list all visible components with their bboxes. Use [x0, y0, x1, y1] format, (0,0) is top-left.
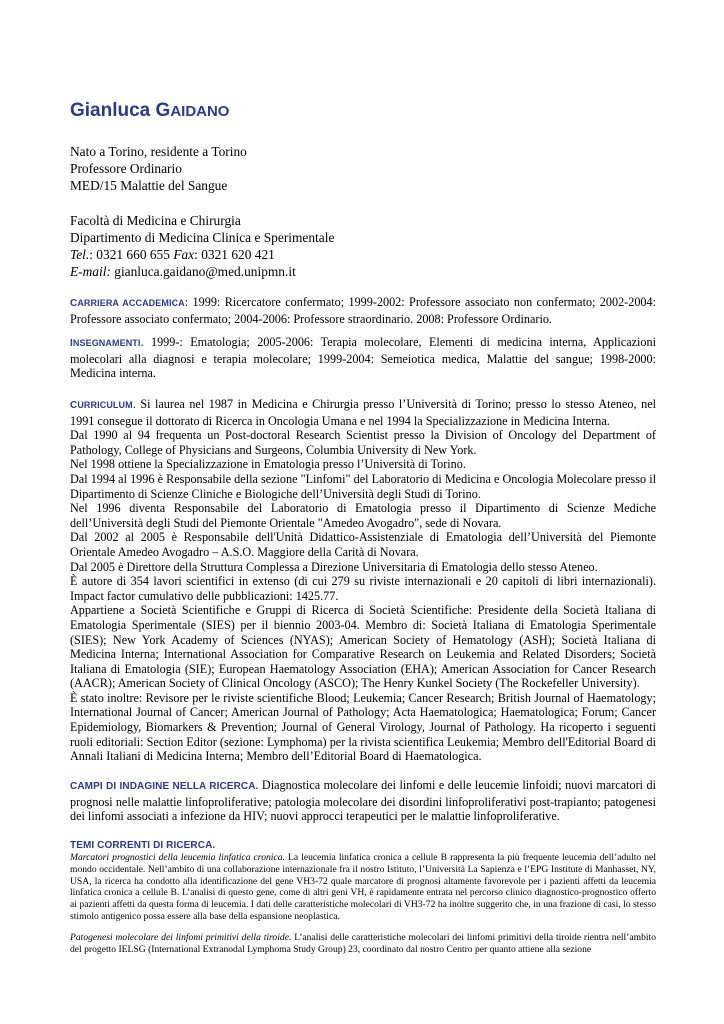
last-name-rest: AIDANO	[170, 103, 230, 120]
curriculum-paragraph: È stato inoltre: Revisore per le riviste scientifiche Blood; Leukemia; Cancer Research; British Journal of Haematology; International Journal of Cancer; American Journal of Pathology; Acta Haematologica; Haematologica; Forum; Cancer Epidemiology, Biomarkers & Prevention; Journal of General Virology, Journal of Pathology. Ha ricoperto i seguenti ruoli editoriali: Section Editor (sezione: Lymphoma) per la rivista scientifica Leukemia; Membro dell'Editorial Board di Annali Italiani di Medicina Interna; Membro dell’Editorial Board di Haematologica.	[70, 690, 656, 764]
curriculum-paragraph: Dal 2005 è Direttore della Struttura Complessa a Direzione Universitaria di Ematologia dello stesso Ateneo.	[70, 559, 598, 574]
department-line: Dipartimento di Medicina Clinica e Sperimentale	[70, 230, 335, 245]
personal-info	[70, 143, 656, 194]
position-line: Professore Ordinario	[70, 161, 182, 176]
curriculum-paragraph: Dal 2002 al 2005 è Responsabile dell'Unità Didattico-Assistenziale di Ematologia dell’Università del Piemonte Orientale Amedeo Avogadro – A.S.O. Maggiore della Carità di Novara.	[70, 530, 656, 559]
temi-heading-block	[70, 835, 656, 853]
temi-item	[70, 932, 656, 956]
curriculum-section	[70, 397, 656, 764]
temi-item	[70, 852, 656, 923]
email-label: E-mail:	[70, 264, 111, 279]
fax-label: Fax	[173, 247, 195, 262]
first-name: Gianluca	[70, 100, 156, 121]
tel-label: Tel.	[70, 247, 90, 262]
insegnamenti-section	[70, 335, 656, 381]
campi-heading: CAMPI DI INDAGINE NELLA RICERCA.	[70, 781, 259, 792]
campi-section	[70, 778, 656, 824]
tel-value: : 0321 660 655	[89, 247, 174, 262]
temi-section	[70, 852, 656, 966]
curriculum-paragraph: Dal 1990 al 94 frequenta un Post-doctoral Research Scientist presso la Division of Oncology del Department of Pathology, College of Physicians and Surgeons, Columbia University di New York.	[70, 428, 656, 457]
campi-text: Diagnostica molecolare dei linfomi e delle leucemie linfoidi; nuovi marcatori di prognosi nelle malattie linfoproliferative; patologia molecolare dei disordini linfoproliferativi post-trapianto; patogenesi dei linfomi associati a infezione da HIV; nuovi approcci terapeutici per le malattie linfoproliferative.	[70, 778, 656, 824]
curriculum-heading: CURRICULUM	[70, 400, 133, 411]
curriculum-paragraph: Nel 1996 diventa Responsabile del Laboratorio di Ematologia presso il Dipartimento di Scienze Mediche dell’Università degli Studi del Piemonte Orientale "Amedeo Avogadro", sede di Novara.	[70, 501, 656, 530]
curriculum-paragraph: Dal 1994 al 1996 è Responsabile della sezione "Linfomi" del Laboratorio di Medicina e Oncologia Molecolare presso il Dipartimento di Scienze Cliniche e Biologiche dell’Università degli Studi di Torino.	[70, 471, 656, 501]
temi-item-title: Patogenesi molecolare dei linfomi primitivi della tiroide.	[70, 932, 292, 944]
curriculum-paragraph: CURRICULUM. Si laurea nel 1987 in Medicina e Chirurgia presso l’Università di Torino; presso lo stesso Ateneo, nel 1991 consegue il dottorato di Ricerca in Oncologia Umana e nel 1994 la Specializzazione in Medicina Interna.	[70, 397, 656, 428]
phone-line	[70, 246, 656, 263]
author-name	[70, 100, 229, 122]
carriera-text: : 1999: Ricercatore confermato; 1999-2002: Professore associato non confermato; 2002-2004: Professore associato confermato; 2004-2006: Professore straordinario. 2008: Professore Ordinario.	[70, 295, 656, 326]
faculty-line: Facoltà di Medicina e Chirurgia	[70, 213, 241, 228]
temi-heading: TEMI CORRENTI DI RICERCA.	[70, 840, 216, 851]
carriera-section	[70, 295, 656, 326]
insegnamenti-heading: INSEGNAMENTI	[70, 338, 141, 349]
specialty-line: MED/15 Malattie del Sangue	[70, 178, 228, 193]
curriculum-paragraph: Nel 1998 ottiene la Specializzazione in Ematologia presso l’Università di Torino.	[70, 457, 466, 472]
email-value[interactable]: gianluca.gaidano@med.unipmn.it	[110, 264, 296, 279]
fax-value: : 0321 620 421	[194, 247, 275, 262]
carriera-heading: CARRIERA ACCADEMICA	[70, 298, 185, 309]
contact-info	[70, 212, 656, 280]
birthplace-line: Nato a Torino, residente a Torino	[70, 144, 247, 159]
last-name-initial: G	[155, 100, 171, 121]
temi-item-text: La leucemia linfatica cronica a cellule B rappresenta la più frequente leucemia dell’adulto nel mondo occidentale. Nell’ambito di una collaborazione internazionale fra il nostro Istituto, l’Università La Sapienza e l’EPG Institute di Manhasset, NY, USA, la ricerca ha condotto alla identificazione del gene VH3-72 quale marcatore di prognosi altamente favorevole per i pazienti affetti da leucemia linfatica cronica a cellule B. L’analisi di questo gene, come di altri geni VH, è rapidamente entrata nel percorso clinico diagnostico-prognostico offerto ai pazienti affetti da questa forma di leucemia. I dati delle caratteristiche molecolari di VH3-72 ha inoltre suggerito che, in una frazione di casi, lo stesso stimolo antigenico possa essere alla base della espansione neoplastica.	[70, 852, 656, 922]
temi-item-text: L’analisi delle caratteristiche molecolari dei linfomi primitivi della tiroide rientra nell’ambito del progetto IELSG (International Extranodal Lymphoma Study Group) 23, coordinato dal nostro Centro per quanto attiene alla sezione	[70, 932, 656, 956]
curriculum-paragraph: È autore di 354 lavori scientifici in extenso (di cui 279 su riviste internazionali e 20 capitoli di libri internazionali). Impact factor cumulativo delle pubblicazioni: 1425.77.	[70, 574, 656, 603]
temi-item-title: Marcatori prognostici della leucemia linfatica cronica.	[70, 852, 285, 863]
email-line	[70, 263, 656, 280]
curriculum-paragraph: Appartiene a Società Scientifiche e Gruppi di Ricerca di Società Scientifiche: Presidente della Società Italiana di Ematologia Sperimentale (SIES) per il biennio 2003-04. Membro di: Società Italiana di Ematologia Sperimentale (SIES); New York Academy of Sciences (NYAS); American Society of Hematology (ASH); Società Italiana di Medicina Interna; International Association for Comparative Research on Leukemia and Related Disorders; Società Italiana di Ematologia (SIE); European Haematology Association (EHA); American Association for Cancer Research (AACR); American Society of Clinical Oncology (ASCO); The Henry Kunkel Society (The Rockefeller University).	[70, 603, 656, 691]
insegnamenti-text: . 1999-: Ematologia; 2005-2006: Terapia molecolare, Elementi di medicina interna, Applicazioni molecolari alla diagnosi e terapia molecolare; 1999-2004: Semeiotica medica, Malattie del sangue; 1998-2000: Medicina interna.	[70, 335, 656, 381]
